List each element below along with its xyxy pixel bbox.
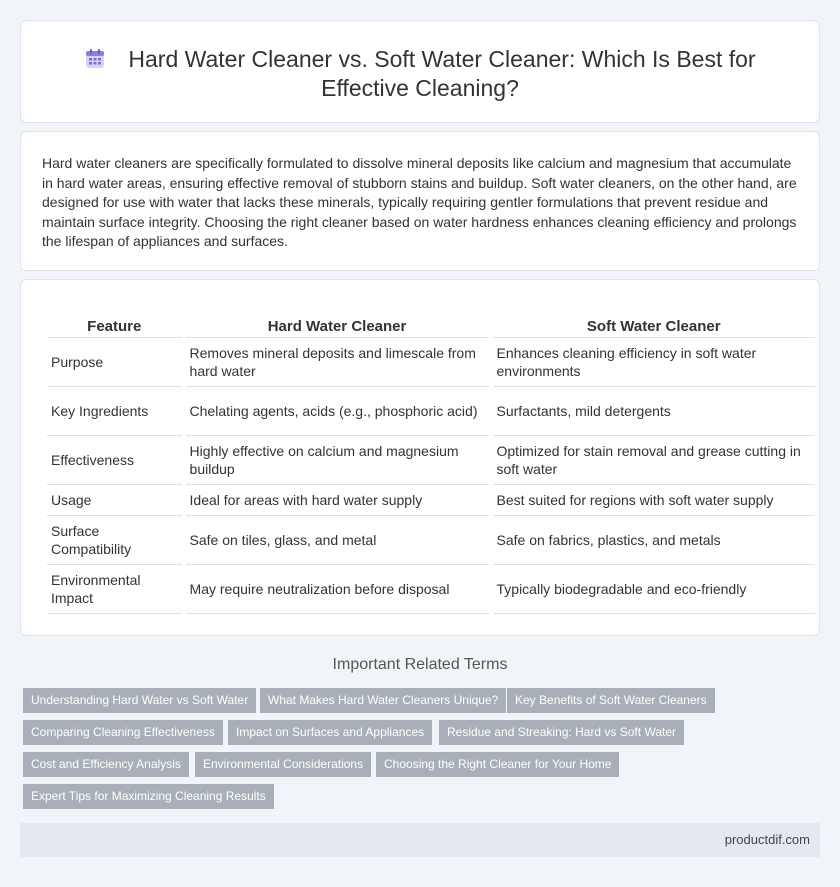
calendar-icon xyxy=(84,48,106,70)
header-hard-water: Hard Water Cleaner xyxy=(186,316,489,338)
soft-water-cell: Surfactants, mild detergents xyxy=(493,387,816,436)
hard-water-cell: Safe on tiles, glass, and metal xyxy=(186,516,489,565)
comparison-card xyxy=(20,279,820,636)
comparison-table xyxy=(43,316,819,614)
hard-water-cell: May require neutralization before disposal xyxy=(186,565,489,614)
related-term-tag[interactable]: Residue and Streaking: Hard vs Soft Water xyxy=(439,720,684,745)
hard-water-cell: Ideal for areas with hard water supply xyxy=(186,485,489,516)
feature-cell: Effectiveness xyxy=(47,436,182,485)
related-term-tag[interactable]: What Makes Hard Water Cleaners Unique? xyxy=(260,688,506,713)
feature-cell: Usage xyxy=(47,485,182,516)
soft-water-cell: Safe on fabrics, plastics, and metals xyxy=(493,516,816,565)
related-term-tag[interactable]: Environmental Considerations xyxy=(195,752,371,777)
feature-cell: Surface Compatibility xyxy=(47,516,182,565)
related-term-tag[interactable]: Expert Tips for Maximizing Cleaning Results xyxy=(23,784,274,809)
header-soft-water: Soft Water Cleaner xyxy=(493,316,816,338)
footer xyxy=(20,823,820,857)
table-header-row xyxy=(47,316,815,338)
table-row xyxy=(47,565,815,614)
title-card xyxy=(20,20,820,123)
hard-water-cell: Highly effective on calcium and magnesium buildup xyxy=(186,436,489,485)
soft-water-cell: Typically biodegradable and eco-friendly xyxy=(493,565,816,614)
related-term-tag[interactable]: Understanding Hard Water vs Soft Water xyxy=(23,688,256,713)
intro-card xyxy=(20,131,820,271)
table-row xyxy=(47,387,815,436)
table-row xyxy=(47,485,815,516)
table-row xyxy=(47,436,815,485)
hard-water-cell: Chelating agents, acids (e.g., phosphoric acid) xyxy=(186,387,489,436)
soft-water-cell: Enhances cleaning efficiency in soft water environments xyxy=(493,338,816,387)
related-term-tag[interactable]: Choosing the Right Cleaner for Your Home xyxy=(376,752,619,777)
soft-water-cell: Optimized for stain removal and grease cutting in soft water xyxy=(493,436,816,485)
intro-paragraph: Hard water cleaners are specifically formulated to dissolve mineral deposits like calcium and magnesium that accumulate in hard water areas, ensuring effective removal of stubborn stains and buildup. Soft water cleaners, on the other hand, are designed for use with water that lacks these minerals, typically requiring gentler formulations that prevent residue and maintain surface integrity. Choosing the right cleaner based on water hardness enhances cleaning efficiency and prolongs the lifespan of appliances and surfaces. xyxy=(42,155,797,249)
table-row xyxy=(47,516,815,565)
feature-cell: Purpose xyxy=(47,338,182,387)
related-term-tag[interactable]: Cost and Efficiency Analysis xyxy=(23,752,189,777)
feature-cell: Key Ingredients xyxy=(47,387,182,436)
page-title: Hard Water Cleaner vs. Soft Water Cleaner: Which Is Best for Effective Cleaning? xyxy=(128,46,756,101)
page-title-wrap xyxy=(61,45,779,103)
feature-cell: Environmental Impact xyxy=(47,565,182,614)
related-term-tag[interactable]: Impact on Surfaces and Appliances xyxy=(228,720,432,745)
header-feature: Feature xyxy=(47,316,182,338)
related-term-tag[interactable]: Key Benefits of Soft Water Cleaners xyxy=(507,688,715,713)
soft-water-cell: Best suited for regions with soft water supply xyxy=(493,485,816,516)
footer-site[interactable]: productdif.com xyxy=(724,832,810,847)
related-term-tag[interactable]: Comparing Cleaning Effectiveness xyxy=(23,720,223,745)
related-terms-heading: Important Related Terms xyxy=(332,656,508,673)
hard-water-cell: Removes mineral deposits and limescale from hard water xyxy=(186,338,489,387)
table-row xyxy=(47,338,815,387)
